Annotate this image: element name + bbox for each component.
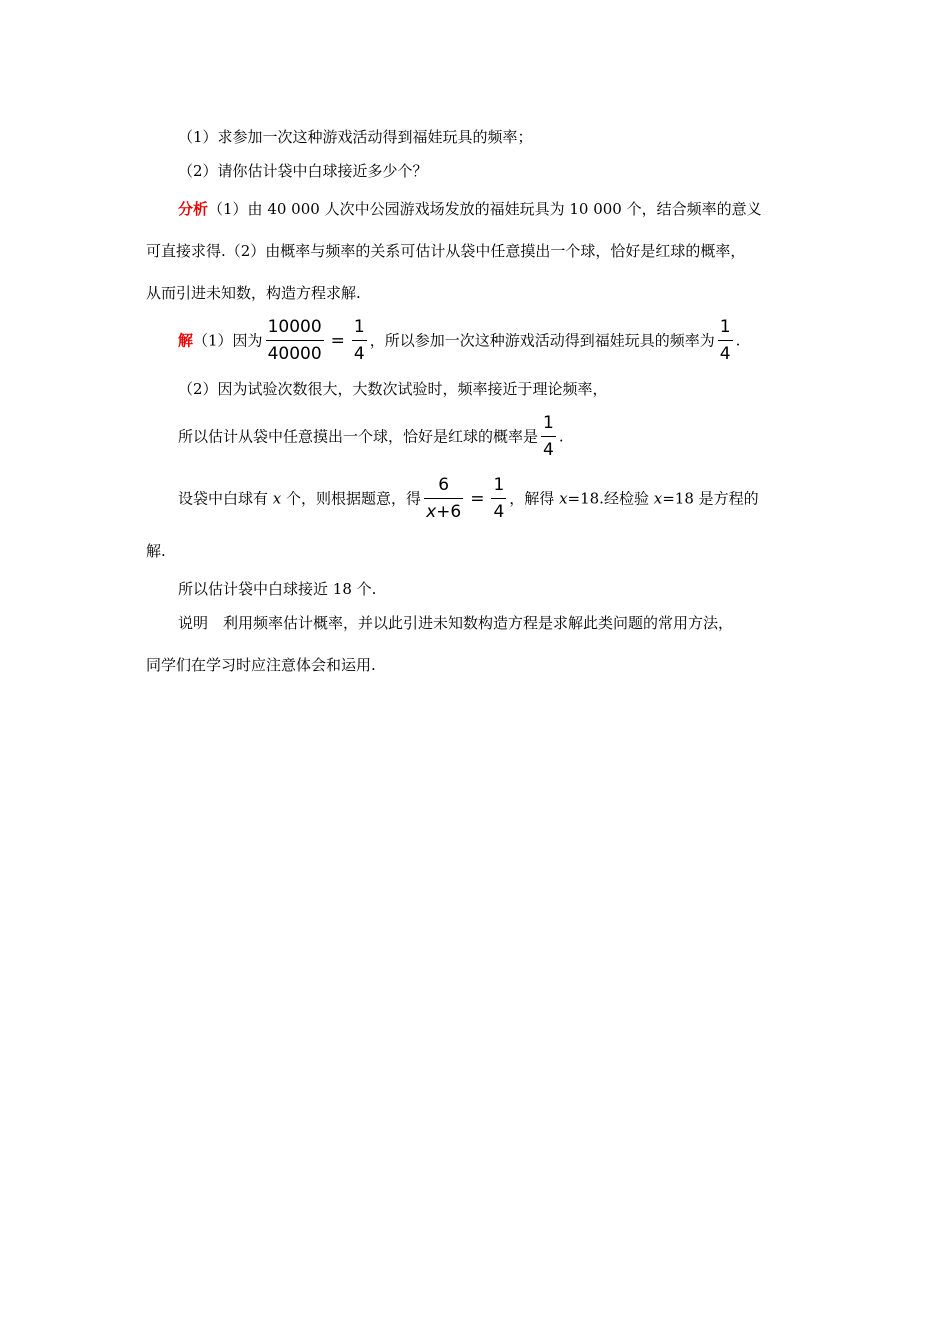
solution-3-equation-1: =18.经检验 <box>567 489 649 508</box>
solution-label: 解 <box>178 331 194 350</box>
fraction-numerator: 10000 <box>267 317 322 337</box>
fraction-bar <box>352 340 367 341</box>
solution-3-text-2: 解. <box>146 542 166 560</box>
analysis-text-2: 可直接求得.（2）由概率与频率的关系可估计从袋中任意摸出一个球，恰好是红球的概率， <box>146 242 746 260</box>
denominator-rest: +6 <box>436 502 462 522</box>
fraction-10000-over-40000 <box>266 316 324 365</box>
solution-3-middle: 个，则根据题意，得 <box>286 489 422 508</box>
conclusion-line <box>178 578 376 600</box>
note-line-1 <box>178 612 733 634</box>
solution-1-prefix: （1）因为 <box>193 331 263 350</box>
fraction-numerator: 1 <box>543 413 554 433</box>
analysis-label: 分析 <box>178 200 209 218</box>
equals-sign: = <box>330 330 345 351</box>
fraction-numerator: 1 <box>493 475 505 495</box>
analysis-text-1: （1）由 40 000 人次中公园游戏场发放的福娃玩具为 10 000 个，结合频率的意义 <box>208 200 762 218</box>
solution-2-line-2 <box>178 412 564 461</box>
fraction-6-over-x-plus-6 <box>424 474 463 523</box>
question-2 <box>178 160 428 182</box>
fraction-one-quarter <box>718 316 733 365</box>
solution-2-line-1 <box>178 378 608 400</box>
fraction-denominator: 4 <box>353 344 365 364</box>
fraction-bar <box>718 340 733 341</box>
question-1-text: （1）求参加一次这种游戏活动得到福娃玩具的频率； <box>178 128 533 146</box>
fraction-bar <box>491 498 506 499</box>
fraction-bar <box>424 498 463 499</box>
variable-x: x <box>653 489 663 508</box>
solution-3-after: ，解得 <box>509 489 555 508</box>
fraction-bar <box>266 340 324 341</box>
solution-1-middle: ，所以参加一次这种游戏活动得到福娃玩具的频率为 <box>369 331 715 350</box>
period: . <box>735 331 741 350</box>
fraction-numerator: 1 <box>353 317 365 337</box>
solution-3-line-1 <box>178 474 759 523</box>
variable-x: x <box>426 502 437 522</box>
solution-2-text-2: 所以估计从袋中任意摸出一个球，恰好是红球的概率是 <box>178 427 539 446</box>
solution-3-line-2 <box>146 540 166 562</box>
variable-x: x <box>559 489 568 508</box>
analysis-line-2 <box>146 240 745 262</box>
fraction-denominator: 4 <box>719 344 731 364</box>
fraction-numerator: 6 <box>438 475 450 495</box>
analysis-line-1 <box>178 198 762 220</box>
analysis-line-3 <box>146 282 361 304</box>
fraction-denominator: 4 <box>493 502 505 522</box>
solution-line-1 <box>178 316 740 365</box>
solution-3-prefix: 设袋中白球有 <box>178 489 269 508</box>
variable-x: x <box>272 489 282 508</box>
analysis-text-3: 从而引进未知数，构造方程求解. <box>146 284 361 302</box>
fraction-one-quarter <box>541 412 556 461</box>
period: . <box>558 427 564 446</box>
fraction-denominator: 40000 <box>267 344 322 364</box>
solution-2-text-1: （2）因为试验次数很大，大数次试验时，频率接近于理论频率， <box>178 380 608 398</box>
fraction-bar <box>541 436 556 437</box>
fraction-denominator: 4 <box>543 440 554 460</box>
conclusion-text: 所以估计袋中白球接近 18 个. <box>178 580 377 598</box>
fraction-one-quarter <box>491 474 506 523</box>
fraction-one-quarter <box>352 316 367 365</box>
note-text-1: 说明 利用频率估计概率，并以此引进未知数构造方程是求解此类问题的常用方法， <box>178 614 734 632</box>
fraction-denominator <box>424 501 463 523</box>
question-1 <box>178 126 533 148</box>
fraction-numerator: 1 <box>719 317 731 337</box>
note-text-2: 同学们在学习时应注意体会和运用. <box>146 656 376 674</box>
note-line-2 <box>146 654 376 676</box>
solution-3-equation-2: =18 是方程的 <box>662 489 759 508</box>
equals-sign: = <box>470 488 485 509</box>
question-2-text: （2）请你估计袋中白球接近多少个？ <box>178 162 428 180</box>
